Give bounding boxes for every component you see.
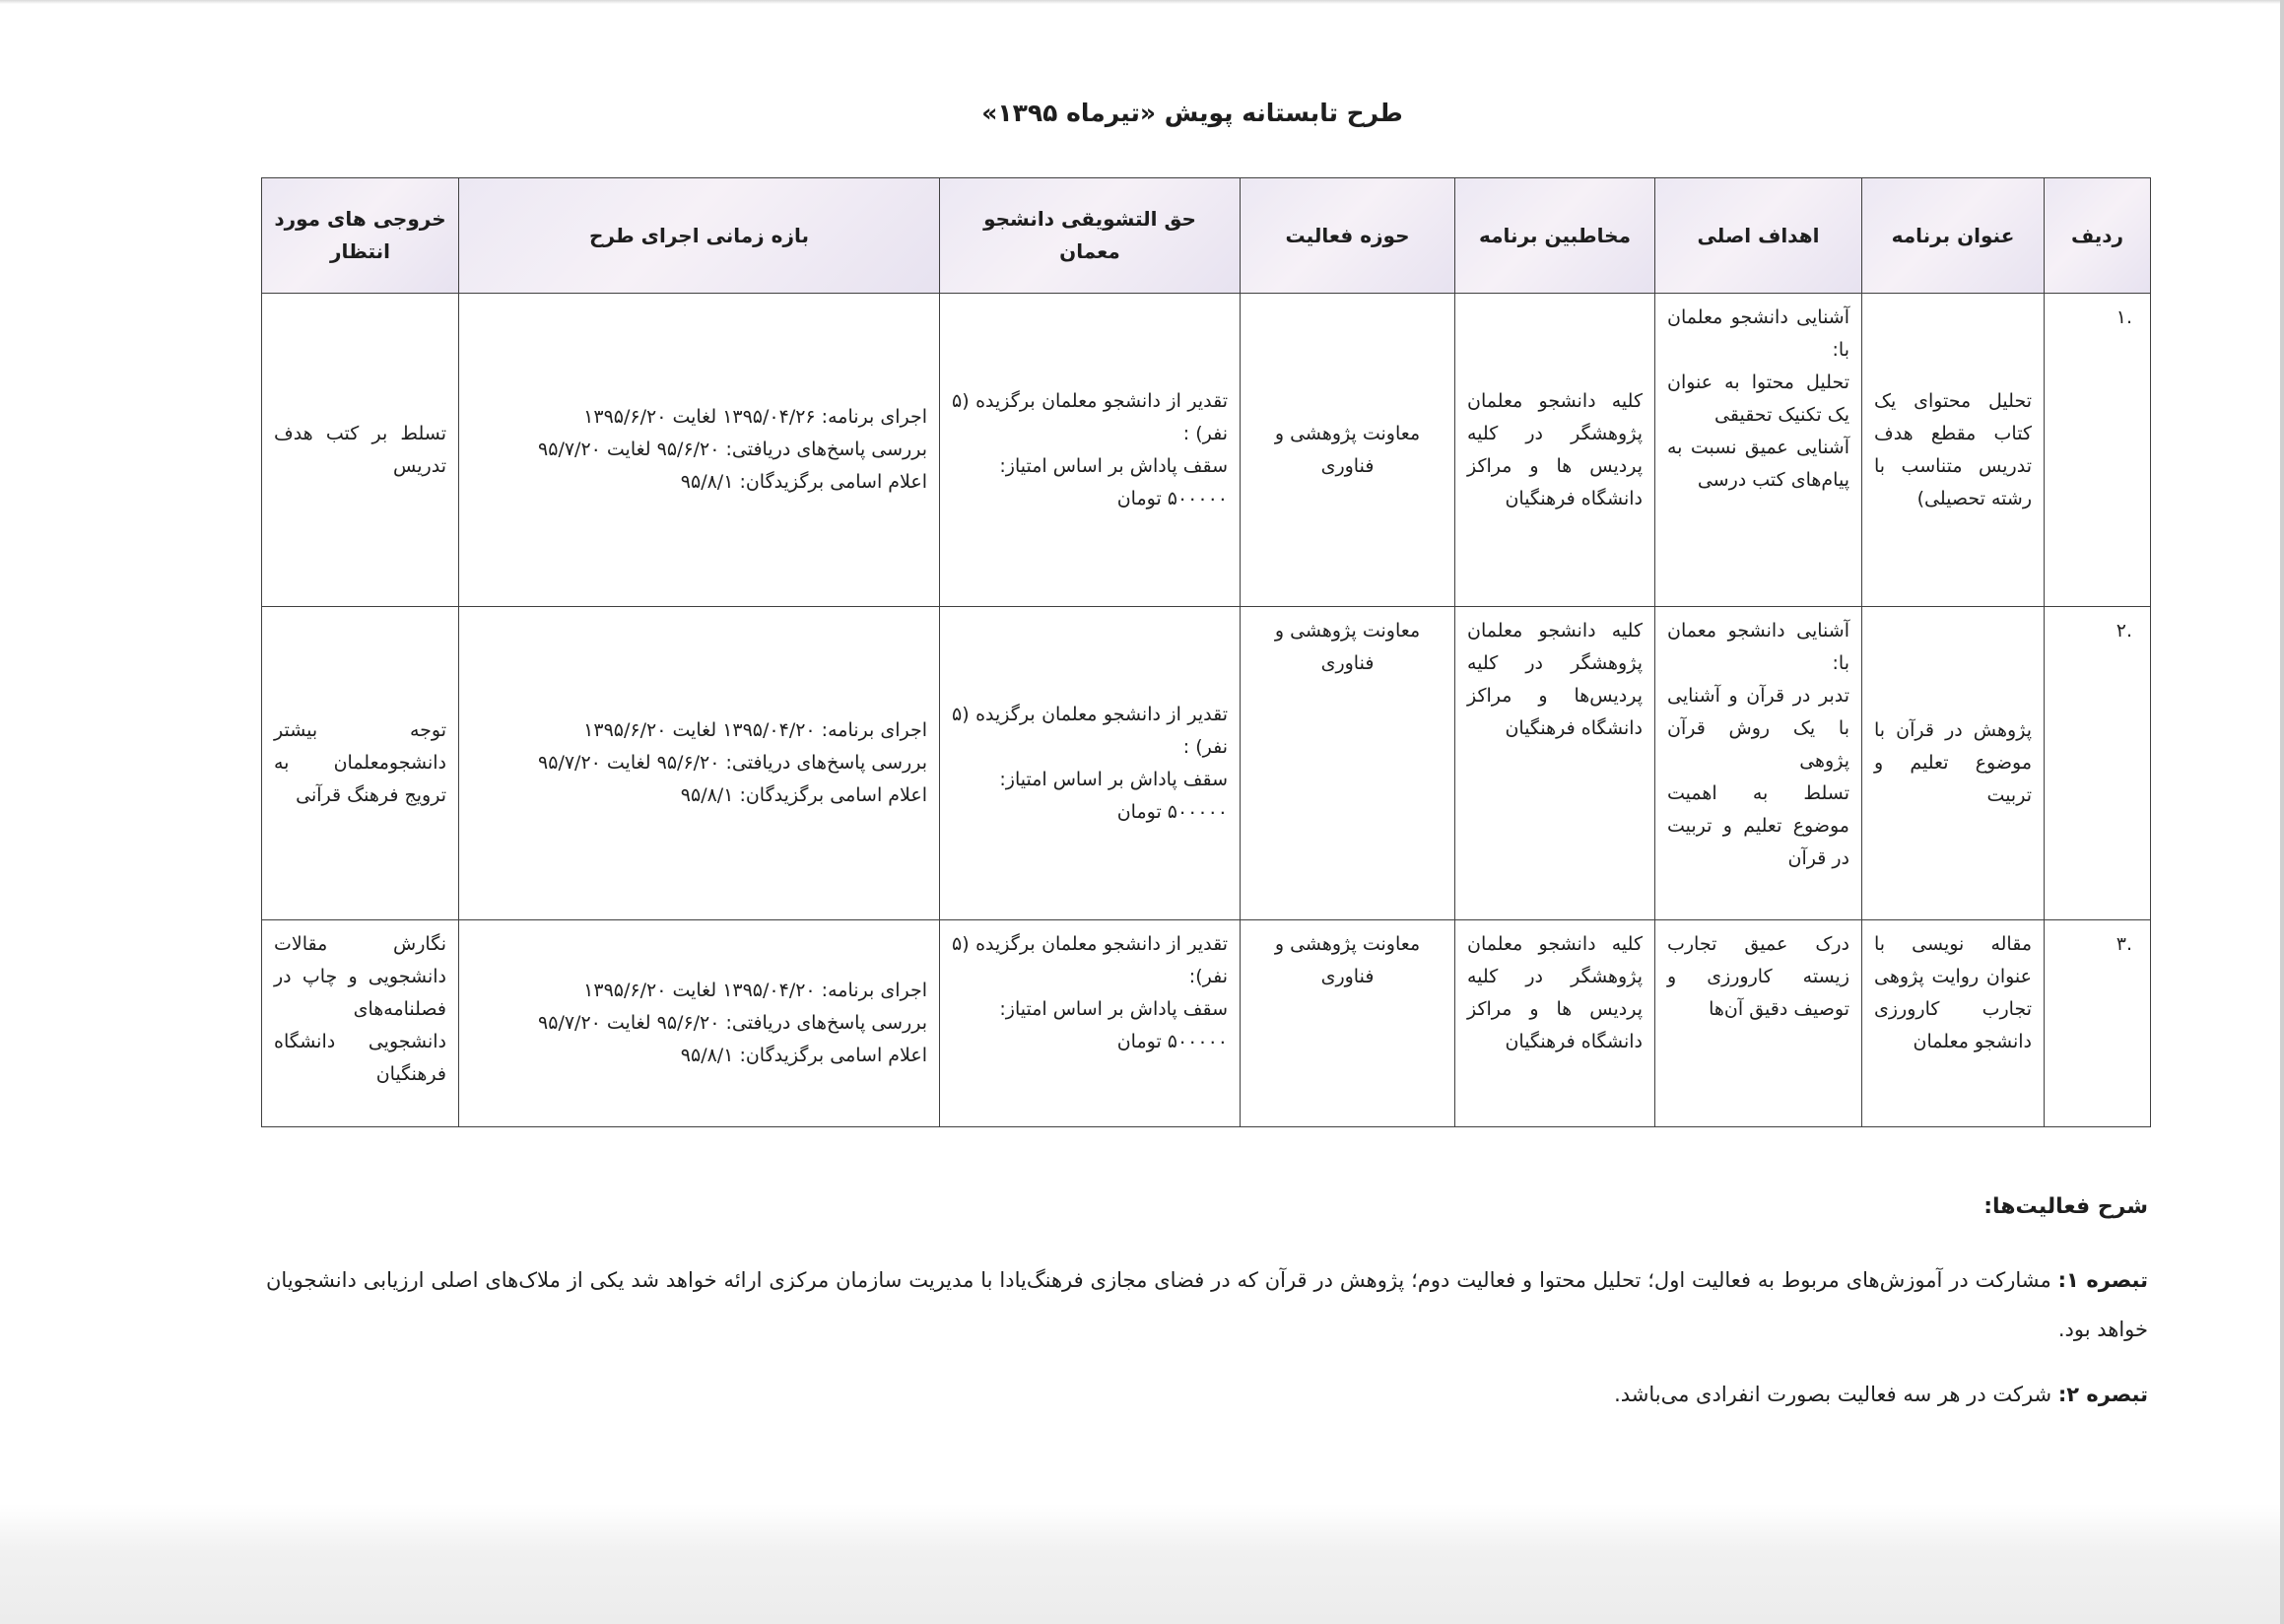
note-1-text: مشارکت در آموزش‌های مربوط به فعالیت اول؛ تحلیل محتوا و فعالیت دوم؛ پژوهش در قرآن که در فضای مجازی فرهنگ‌یادا با مدیریت سازمان مرکزی ارائه خواهد شد یکی از ملاک‌های اصلی ارزیابی دانشجویان خواهد بود. bbox=[266, 1268, 2148, 1341]
activity-area-cell: معاونت پژوهشی و فناوری bbox=[1241, 294, 1455, 607]
row-number: .۲ bbox=[2045, 607, 2151, 920]
timeline-line: اجرای برنامه: ۱۳۹۵/۰۴/۲۶ لغایت ۱۳۹۵/۶/۲۰ bbox=[583, 406, 927, 428]
header-program-title: عنوان برنامه bbox=[1862, 178, 2045, 294]
goal-line: آشنایی عمیق نسبت به پیام‌های کتب درسی bbox=[1667, 437, 1849, 491]
incentive-line: سقف پاداش بر اساس امتیاز: bbox=[999, 998, 1228, 1020]
outputs-cell: تسلط بر کتب هدف تدریس bbox=[262, 294, 459, 607]
goals-cell bbox=[1655, 607, 1862, 920]
activities-description bbox=[266, 1183, 2148, 1435]
header-main-goals: اهداف اصلی bbox=[1655, 178, 1862, 294]
goal-line: آشنایی دانشجو معلمان با: bbox=[1667, 306, 1849, 361]
note-1 bbox=[266, 1255, 2148, 1354]
program-title-cell: مقاله نویسی با عنوان روایت پژوهی تجارب کارورزی دانشجو معلمان bbox=[1862, 920, 2045, 1127]
incentive-cell bbox=[940, 920, 1241, 1127]
incentive-line: سقف پاداش بر اساس امتیاز: bbox=[999, 454, 1228, 477]
audience-cell: کلیه دانشجو معلمان پژوهشگر در کلیه پردیس‌ها و مراکز دانشگاه فرهنگیان bbox=[1455, 607, 1655, 920]
goals-cell bbox=[1655, 920, 1862, 1127]
document-title: طرح تابستانه پویش «تیرماه ۱۳۹۵» bbox=[981, 99, 1403, 127]
timeline-line: اجرای برنامه: ۱۳۹۵/۰۴/۲۰ لغایت ۱۳۹۵/۶/۲۰ bbox=[583, 719, 927, 741]
timeline-line: اجرای برنامه: ۱۳۹۵/۰۴/۲۰ لغایت ۱۳۹۵/۶/۲۰ bbox=[583, 980, 927, 1001]
note-2 bbox=[266, 1370, 2148, 1419]
timeline-cell bbox=[459, 607, 940, 920]
timeline-line: بررسی پاسخ‌های دریافتی: ۹۵/۶/۲۰ لغایت ۹۵/۷/۲۰ bbox=[538, 1012, 927, 1034]
goal-line: تسلط به اهمیت موضوع تعلیم و تربیت در قرآن bbox=[1667, 782, 1849, 869]
incentive-line: تقدیر از دانشجو معلمان برگزیده (۵ نفر) : bbox=[952, 703, 1228, 758]
goals-cell bbox=[1655, 294, 1862, 607]
incentive-line: ۵۰۰۰۰۰ تومان bbox=[1116, 487, 1228, 509]
scan-bottom-edge bbox=[0, 1504, 2284, 1624]
activity-area-cell: معاونت پژوهشی و فناوری bbox=[1241, 920, 1455, 1127]
activity-area-cell: معاونت پژوهشی و فناوری bbox=[1241, 607, 1455, 920]
goal-line: آشنایی دانشجو معمان با: bbox=[1667, 620, 1849, 674]
scan-right-edge bbox=[2280, 0, 2284, 1624]
header-row-num: ردیف bbox=[2045, 178, 2151, 294]
scan-top-edge bbox=[0, 0, 2284, 4]
description-heading: شرح فعالیت‌ها: bbox=[1983, 1194, 2148, 1219]
audience-cell: کلیه دانشجو معلمان پژوهشگر در کلیه پردیس ها و مراکز دانشگاه فرهنگیان bbox=[1455, 294, 1655, 607]
outputs-cell: نگارش مقالات دانشجویی و چاپ در فصلنامه‌های دانشجویی دانشگاه فرهنگیان bbox=[262, 920, 459, 1127]
program-title-cell: تحلیل محتوای یک کتاب مقطع هدف تدریس متناسب با رشته تحصیلی) bbox=[1862, 294, 2045, 607]
program-title-cell: پژوهش در قرآن با موضوع تعلیم و تربیت bbox=[1862, 607, 2045, 920]
table-header-row bbox=[262, 178, 2151, 294]
table-row bbox=[262, 607, 2151, 920]
incentive-line: تقدیر از دانشجو معلمان برگزیده (۵ نفر) : bbox=[952, 389, 1228, 444]
header-expected-outputs: خروجی های مورد انتظار bbox=[262, 178, 459, 294]
goal-line: تحلیل محتوا به عنوان یک تکنیک تحقیقی bbox=[1667, 372, 1849, 426]
row-number: .۳ bbox=[2045, 920, 2151, 1127]
timeline-cell bbox=[459, 920, 940, 1127]
timeline-line: اعلام اسامی برگزیدگان: ۹۵/۸/۱ bbox=[680, 784, 927, 806]
row-number: .۱ bbox=[2045, 294, 2151, 607]
note-1-label: تبصره ۱: bbox=[2057, 1268, 2148, 1292]
goal-line: درک عمیق تجارب زیسته کارورزی و توصیف دقیق آن‌ها bbox=[1667, 933, 1849, 1020]
header-activity-area: حوزه فعالیت bbox=[1241, 178, 1455, 294]
table-row bbox=[262, 294, 2151, 607]
timeline-line: اعلام اسامی برگزیدگان: ۹۵/۸/۱ bbox=[680, 1045, 927, 1066]
table-row bbox=[262, 920, 2151, 1127]
goal-line: تدبر در قرآن و آشنایی با یک روش قرآن پژوهی bbox=[1667, 685, 1849, 772]
timeline-cell bbox=[459, 294, 940, 607]
header-incentive: حق التشویقی دانشجو معمان bbox=[940, 178, 1241, 294]
incentive-line: تقدیر از دانشجو معلمان برگزیده (۵ نفر): bbox=[952, 933, 1228, 987]
timeline-line: بررسی پاسخ‌های دریافتی: ۹۵/۶/۲۰ لغایت ۹۵/۷/۲۰ bbox=[538, 752, 927, 774]
note-2-text: شرکت در هر سه فعالیت بصورت انفرادی می‌باشد. bbox=[1614, 1383, 2052, 1406]
header-audience: مخاطبین برنامه bbox=[1455, 178, 1655, 294]
timeline-line: بررسی پاسخ‌های دریافتی: ۹۵/۶/۲۰ لغایت ۹۵/۷/۲۰ bbox=[538, 439, 927, 460]
header-timeline: بازه زمانی اجرای طرح bbox=[459, 178, 940, 294]
incentive-line: ۵۰۰۰۰۰ تومان bbox=[1116, 1031, 1228, 1052]
incentive-cell bbox=[940, 294, 1241, 607]
audience-cell: کلیه دانشجو معلمان پژوهشگر در کلیه پردیس ها و مراکز دانشگاه فرهنگیان bbox=[1455, 920, 1655, 1127]
outputs-cell: توجه بیشتر دانشجومعلمان به ترویج فرهنگ قرآنی bbox=[262, 607, 459, 920]
program-table bbox=[261, 177, 2151, 1127]
timeline-line: اعلام اسامی برگزیدگان: ۹۵/۸/۱ bbox=[680, 471, 927, 493]
incentive-line: سقف پاداش بر اساس امتیاز: bbox=[999, 768, 1228, 790]
note-2-label: تبصره ۲: bbox=[2057, 1383, 2148, 1406]
incentive-cell bbox=[940, 607, 1241, 920]
incentive-line: ۵۰۰۰۰۰ تومان bbox=[1116, 800, 1228, 823]
